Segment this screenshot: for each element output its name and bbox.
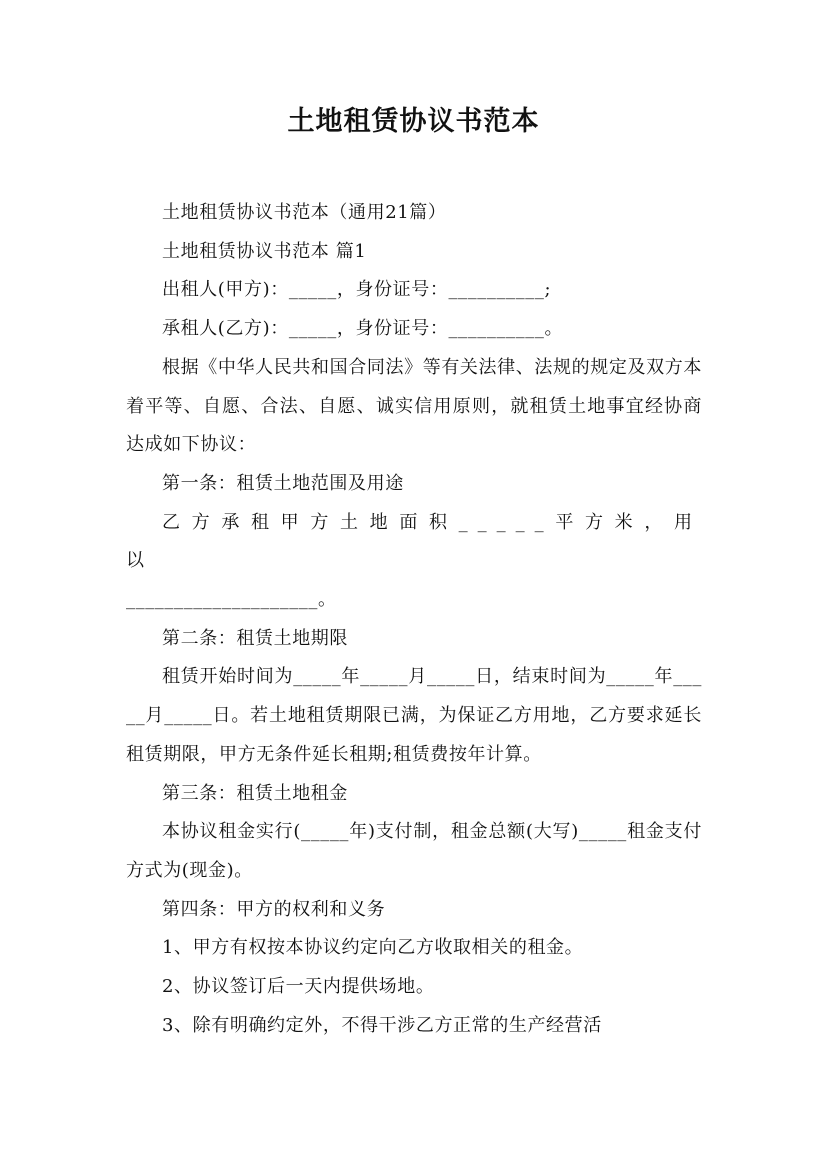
paragraph-section-heading: 土地租赁协议书范本 篇1 [162, 240, 367, 262]
document-title: 土地租赁协议书范本 [287, 106, 540, 137]
paragraph-article-2-heading: 第二条：租赁土地期限 [162, 627, 348, 649]
document-body [126, 194, 702, 1045]
paragraph-article-1-body-tail: ____________________。 [126, 589, 337, 611]
paragraph-article-1-body: 乙方承租甲方土地面积_____平方米，用以 [126, 511, 702, 572]
paragraph-article-4-item-3: 3、除有明确约定外，不得干涉乙方正常的生产经营活 [162, 1014, 602, 1036]
paragraph-article-2-body: 租赁开始时间为_____年_____月_____日，结束时间为_____年_____月_____日。若土地租赁期限已满，为保证乙方用地，乙方要求延长租赁期限，甲方无条件延长租期;租赁费按年计算。 [126, 666, 702, 765]
paragraph-subtitle: 土地租赁协议书范本（通用21篇） [162, 202, 447, 223]
paragraph-article-4-heading: 第四条：甲方的权利和义务 [162, 898, 386, 920]
paragraph-lessee: 承租人(乙方)：_____，身份证号：__________。 [162, 318, 564, 340]
paragraph-article-3-heading: 第三条：租赁土地租金 [162, 782, 348, 804]
paragraph-article-4-item-2: 2、协议签订后一天内提供场地。 [162, 976, 435, 998]
paragraph-article-3-body: 本协议租金实行(_____年)支付制，租金总额(大写)_____租金支付方式为(现金)。 [126, 821, 702, 881]
paragraph-preamble: 根据《中华人民共和国合同法》等有关法律、法规的规定及双方本着平等、自愿、合法、自愿、诚实信用原则，就租赁土地事宜经协商达成如下协议： [126, 356, 702, 456]
paragraph-lessor: 出租人(甲方)：_____，身份证号：__________; [162, 279, 552, 301]
paragraph-article-4-item-1: 1、甲方有权按本协议约定向乙方收取相关的租金。 [162, 937, 584, 959]
paragraph-article-1-heading: 第一条：租赁土地范围及用途 [162, 472, 404, 494]
